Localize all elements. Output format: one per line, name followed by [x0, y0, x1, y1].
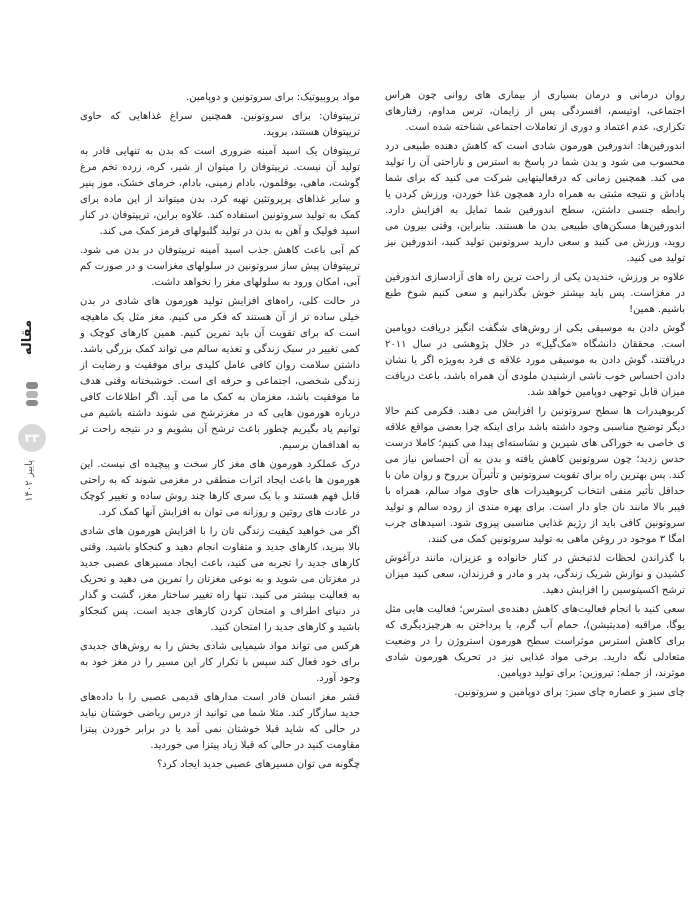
- paragraph: علاوه بر ورزش، خندیدن یکی از راحت ترین راه های آزادسازی اندورفین در مغزاست. پس باید بیشتر خوش بگذرانیم و سعی کنیم شوخ طبع باشیم. همین!: [385, 272, 685, 315]
- article-column-left: [80, 90, 360, 776]
- paragraph: چای سبز و عصاره چای سبز: برای دوپامین و سروتونین.: [454, 687, 685, 698]
- paragraph: سعی کنید با انجام فعالیت‌های کاهش دهنده‌ی استرس؛ فعالیت هایی مثل یوگا، مراقبه (مدیتیشن)، حمام آب گرم، یا پرداختن به هرچیزدیگری که برای کاهش استرس موثراست سطح هورمون استروژن را در وضعیت متعادلی نگه دارید. برخی مواد غذایی نیز در تحریک هورمون شادی موثرند، از جمله: تیروزین: برای تولید دوپامین.: [385, 604, 685, 679]
- paragraph: کم آبی باعث کاهش جذب اسید آمینه تریپتوفان در بدن می شود. تریپتوفان پیش ساز سروتونین در سلولهای مغزاست و در صورت کم آبی، امکان ورود به سلولهای مغز را نخواهد داشت.: [80, 245, 360, 288]
- paragraph: گوش دادن به موسیقی یکی از روش‌های شگفت انگیز دریافت دوپامین است. محققان دانشگاه «مک‌گیل» در خلال پژوهشی در سال ۲۰۱۱ دریافتند، گوش دادن به موسیقی مورد علاقه ی فرد به‌ویژه اگر یا نشان دادن احساس خوب ناشی ازشنیدن ملودی آن همراه باشد، باعث دریافت میزان قابل توجهی دوپامین خواهد شد.: [385, 323, 685, 398]
- issue-date: پاییز ۱۴۰۲: [24, 460, 35, 502]
- paragraph: در حالت کلی، راه‌های افزایش تولید هورمون های شادی در بدن خیلی ساده تر از آن هستند که فکر می کنیم. مغز مثل یک ماهیچه است که برای تقویت آن باید تمرین کنیم. همین کارهای کوچک و کمی تغییر در سبک زندگی و تغذیه سالم می تواند کمک بزرگی باشد. داشتن سلامت روان کافی عامل کلیدی برای موفقیت و رضایت از زندگی شخصی، اجتماعی و حرفه ای است. خوشبختانه وقتی هدف ما موفقیت باشد، مغزمان به کمک ما می آید. اگر اطلاعات کافی درباره هورمون هایی که در مغزترشح می شوند داشته باشیم می توانیم یاد بگیریم چطور باعث ترشح آن بشویم و در نتیجه راحت تر به اهدافمان برسیم.: [80, 296, 360, 451]
- paragraph: چگونه می توان مسیرهای عصبی جدید ایجاد کرد؟: [157, 759, 360, 770]
- paragraph: مواد پروبیوتیک: برای سروتونین و دوپامین.: [186, 92, 360, 103]
- paragraph: درک عملکرد هورمون های مغز کار سخت و پیچیده ای نیست. این هورمون ها باعث ایجاد اثرات منطقی در مغزمی شوند که به راحتی قابل فهم هستند و با یک سری کارها چند روش ساده و تغییر کوچک در عادت های روتین و روزانه می توان به افزایش آنها کمک کرد.: [80, 459, 360, 518]
- paragraph: اندورفین‌ها: اندورفین هورمون شادی است که کاهش دهنده طبیعی درد محسوب می شود و بدن شما در پاسخ به استرس و ناراحتی آن را تولید می کند. همچنین زمانی که درفعالیتهایی شرکت می کنید که برای شما پاداش و نتیجه مثبتی به همراه دارد همچون غذا خوردن، ورزش کردن یا رابطه جنسی داشتن، سطح اندورفین شما تمایل به افزایش دارد. اندورفین‌ها مسکن‌های طبیعی بدن ما هستند. بنابراین، وقتی بیرون می روید، ورزش می کنید و سعی دارید سروتونین تولید کنید، اندورفین نیز تولید می کنید.: [385, 141, 685, 264]
- paragraph: تریپتوفان: برای سروتونین. همچنین سراغ غذاهایی که حاوی تریپتوفان هستند، بروید.: [80, 111, 360, 138]
- paragraph: هرکس می تواند مواد شیمیایی شادی بخش را به روش‌های جدیدی برای خود فعال کند سپس با تکرار کار این مسیر را در مغز خود به وجود آورد.: [80, 641, 360, 684]
- section-label: مقاله: [20, 320, 35, 356]
- paragraph: روان درمانی و درمان بسیاری از بیماری های روانی چون هراس اجتماعی، اوتیسم، افسردگی پس از زایمان، ترس مداوم، رفتارهای تکراری، عدم اعتماد و دوری از تعاملات اجتماعی شناخته شده است.: [385, 90, 685, 133]
- page-sidebar: [14, 320, 50, 540]
- page-number: ۳۳: [18, 424, 46, 452]
- paragraph: قشر مغز انسان قادر است مدارهای قدیمی عصبی را با داده‌های جدید سازگار کند. مثلا شما می توانید از درس ریاضی خوشتان نیاید در حالی که شاید قبلا خوشتان نمی آمد یا در برابر خوردن پیتزا مقاومت کنید در حالی که قبلا زیاد پیتزا می خوردید.: [80, 692, 360, 751]
- paragraph: کربوهیدرات ها سطح سروتونین را افزایش می دهند. فکرمی کنم حالا دیگر توضیح مناسبی وجود داشته باشد برای اینکه چرا بعضی مواقع علاقه ی خاصی به خوراکی های شیرین و نشاسته‌ای پیدا می کنیم؛ کاملا درست حدس زدید؛ چون سروتونین کاهش یافته و بدن به آن احساس نیاز می کند. پس بهترین راه برای تقویت سروتونین و تأثیرآن برروح و روان مان با حداقل تأثیر منفی انتخاب کربوهیدرات های حاوی مواد سالم، همراه با فیبر بالا مانند نان جاو دار است. برای بهره مندی از روده سالم و تولید سروتونین کافی باید از رژیم غذایی مناسبی پیروی شود. اسیدهای چرب امگا ۳ موجود در روغن ماهی به تولید سروتونین کمک می کنند.: [385, 406, 685, 545]
- article-column-right: [385, 88, 685, 704]
- magazine-logo-mark-icon: [23, 380, 41, 408]
- paragraph: تریپتوفان یک اسید آمینه ضروری است که بدن به تنهایی قادر به تولید آن نیست. تریپتوفان را میتوان از شیر، کره، زرده تخم مرغ گوشت، ماهی، بوقلمون، بادام زمینی، بادام، خرمای خشک، موز پنیر و سایر غذاهای پرپروتئین تهیه کرد. بدن میتواند از این ماده برای کمک به تولید سروتونین استفاده کند. علاوه براین، تریپتوفان در کنار اسید فولیک و آهن به بدن در تولید گلبولهای قرمز کمک می کند.: [80, 146, 360, 237]
- paragraph: اگر می خواهید کیفیت زندگی تان را با افزایش هورمون های شادی بالا ببرید، کارهای جدید و متفاوت انجام دهید و کنجکاو باشید. وقتی کارهای جدید را تجربه می کنید، باعث ایجاد مسیرهای عصبی جدید در مغزتان می شوید و به نوعی مغزتان را تمرین می دهید و تحریک به فعالیت بیشتر می کنید. تنها راه تغییر ساختار مغز، گشت و گذار در دنیای اطراف و امتحان کردن کارهای جدید است. پس کنجکاو باشید و کارهای جدید را امتحان کنید.: [80, 526, 360, 633]
- paragraph: با گذراندن لحظات لذتبخش در کنار خانواده و عزیزان، مانند درآغوش کشیدن و نوازش شریک زندگی، پدر و مادر و فرزندان، سعی کنید میزان ترشح اکسیتوسین را افزایش دهید.: [385, 553, 685, 596]
